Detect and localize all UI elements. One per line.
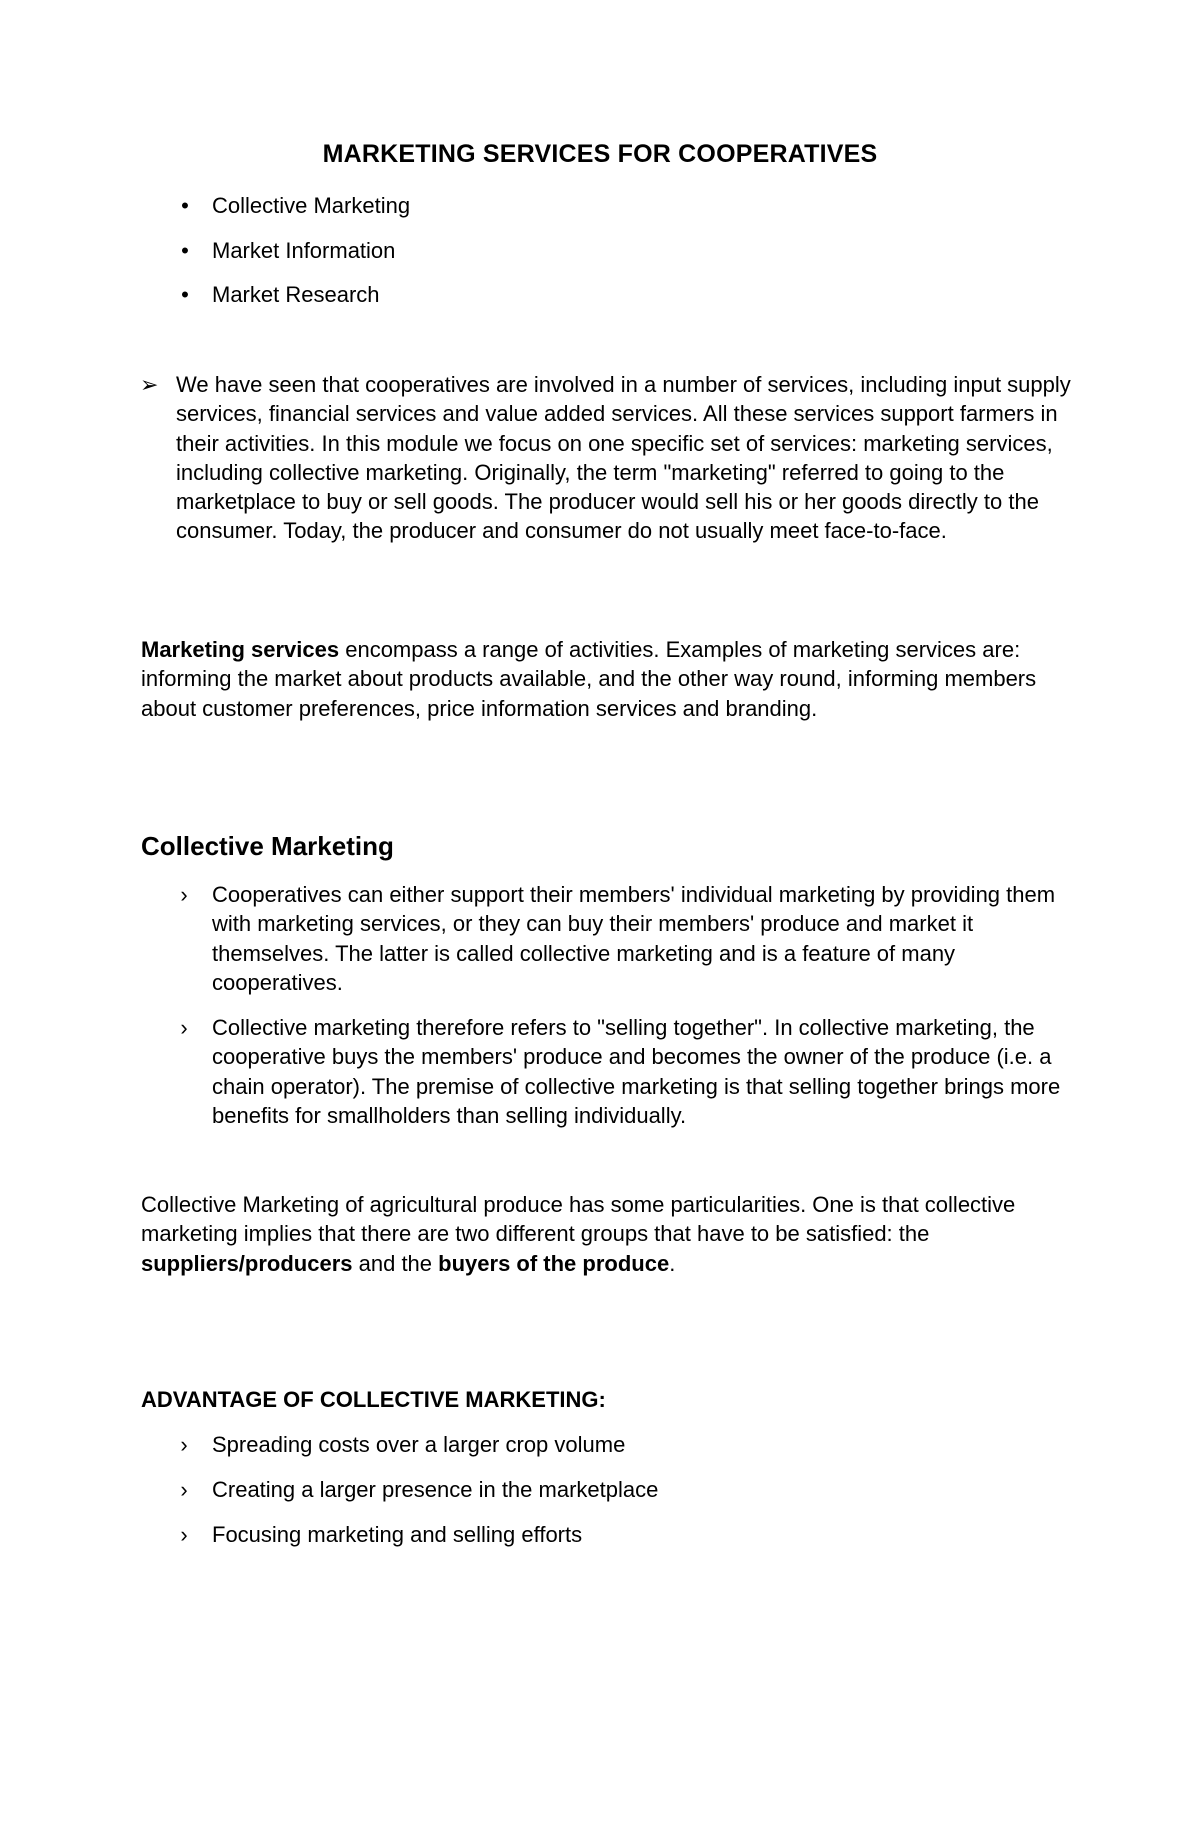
list-item-text: Focusing marketing and selling efforts <box>212 1522 583 1547</box>
intro-paragraph-text: We have seen that cooperatives are involved in a number of services, including input supply services, financial services and value added services. All these services support farmers in their activities. In this module we focus on one specific set of services: marketing services, including collective marketing. Originally, the term "marketing" referred to going to the marketplace to buy or sell goods. The producer would sell his or her goods directly to the consumer. Today, the producer and consumer do not usually meet face-to-face. <box>176 372 1071 544</box>
list-item-text: Collective Marketing <box>212 193 411 218</box>
chevron-right-icon: › <box>180 1015 188 1040</box>
advantages-heading: ADVANTAGE OF COLLECTIVE MARKETING: <box>141 1387 606 1412</box>
chevron-right-icon: › <box>180 882 188 907</box>
list-item-text: Market Information <box>212 238 396 263</box>
bullet-icon: • <box>181 238 189 263</box>
section-heading: Collective Marketing <box>141 831 394 861</box>
marketing-services-paragraph <box>141 635 1081 723</box>
document-title: MARKETING SERVICES FOR COOPERATIVES <box>322 140 878 168</box>
list-item-text: Cooperatives can either support their members' individual marketing by providing them with marketing services, or they can buy their members' produce and market it themselves. The latter is called collective marketing and is a feature of many cooperatives. <box>212 882 1056 995</box>
bullet-icon: • <box>181 282 189 307</box>
chevron-right-icon: › <box>180 1522 188 1547</box>
paragraph-text: . <box>669 1250 676 1276</box>
particularities-paragraph <box>141 1190 1081 1278</box>
bold-term: Marketing services <box>141 637 340 662</box>
bullet-icon: • <box>181 193 189 218</box>
paragraph-text: and the <box>352 1250 439 1276</box>
chevron-right-icon: › <box>180 1477 188 1502</box>
arrow-bullet-icon: ➢ <box>140 372 159 397</box>
chevron-right-icon: › <box>180 1432 188 1457</box>
paragraph-text: Collective Marketing of agricultural produce has some particularities. One is that collective marketing implies that there are two different groups that have to be satisfied: the <box>141 1192 1016 1247</box>
list-item-text: Spreading costs over a larger crop volume <box>212 1432 626 1457</box>
list-item-text: Market Research <box>212 282 380 307</box>
bold-term: buyers of the produce <box>438 1250 670 1276</box>
list-item-text: Creating a larger presence in the marketplace <box>212 1477 659 1502</box>
list-item-text: Collective marketing therefore refers to "selling together". In collective marketing, the cooperative buys the members' produce and becomes the owner of the produce (i.e. a chain operator). The premise of collective marketing is that selling together brings more benefits for smallholders than selling individually. <box>212 1015 1061 1128</box>
paragraph-text: encompass a range of activities. Examples of marketing services are: informing the market about products available, and the other way round, informing members about customer preferences, price information services and branding. <box>141 637 1037 721</box>
bold-term: suppliers/producers <box>141 1250 353 1276</box>
